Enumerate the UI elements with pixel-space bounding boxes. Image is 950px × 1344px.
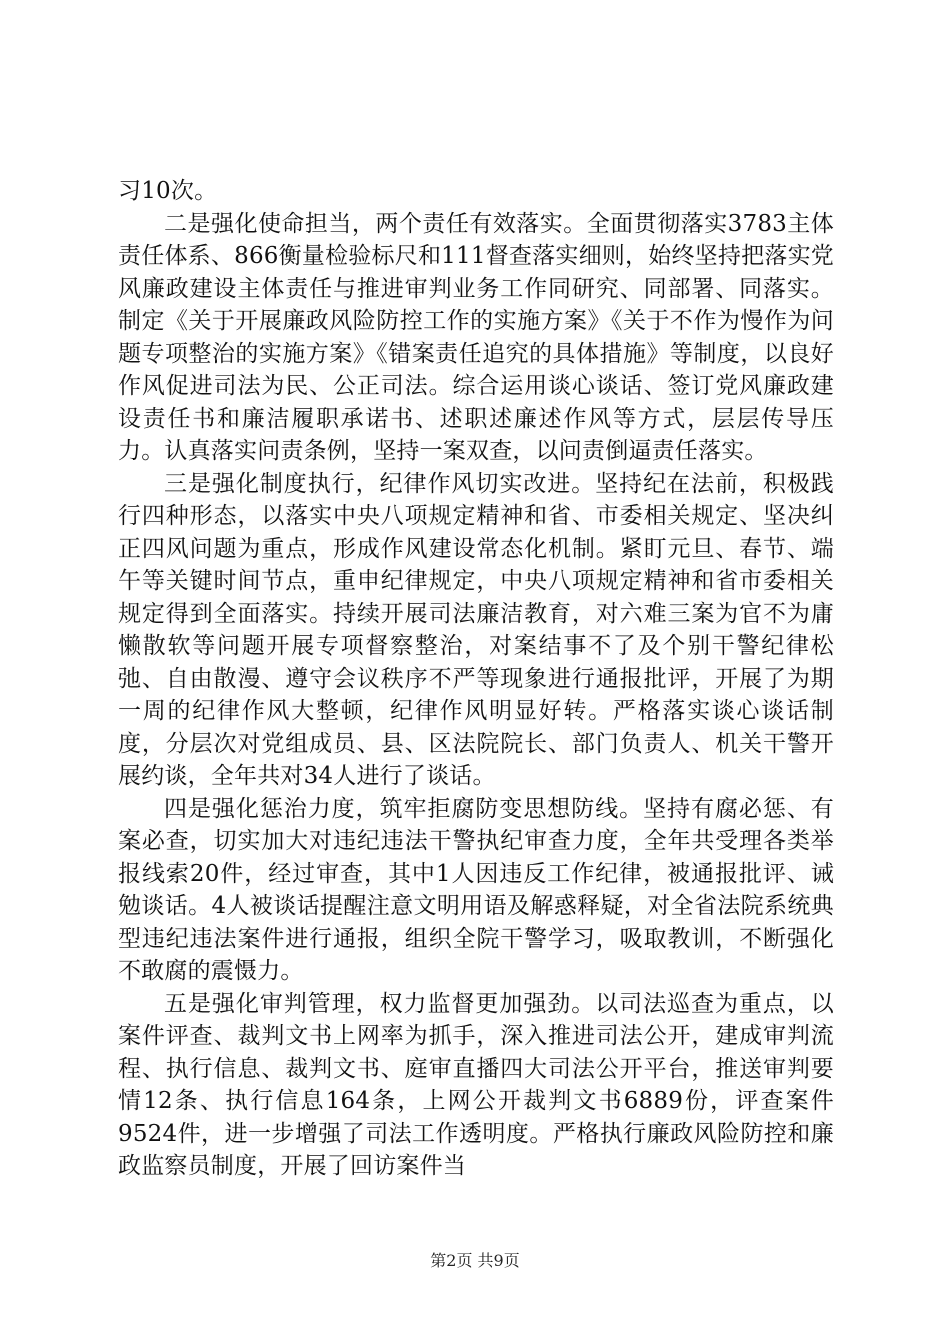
paragraph-responsibility: 二是强化使命担当，两个责任有效落实。全面贯彻落实3783主体责任体系、866衡量检验标尺和111督查落实细则，始终坚持把落实党风廉政建设主体责任与推进审判业务工作同研究、同部署、同落实。制定《关于开展廉政风险防控工作的实施方案》《关于不作为慢作为问题专项整治的实施方案》《错案责任追究的具体措施》等制度，以良好作风促进司法为民、公正司法。综合运用谈心谈话、签订党风廉政建设责任书和廉洁履职承诺书、述职述廉述作风等方式，层层传导压力。认真落实问责条例，坚持一案双查，以问责倒逼责任落实。 xyxy=(118,210,834,464)
paragraph-trial-management: 五是强化审判管理，权力监督更加强劲。以司法巡查为重点，以案件评查、裁判文书上网率为抓手，深入推进司法公开，建成审判流程、执行信息、裁判文书、庭审直播四大司法公开平台，推送审判要情12条、执行信息164条，上网公开裁判文书6889份，评查案件9524件，进一步增强了司法工作透明度。严格执行廉政风险防控和廉政监察员制度，开展了回访案件当 xyxy=(118,990,834,1179)
paragraph-continuation: 习10次。 xyxy=(118,178,218,204)
paragraph-discipline: 三是强化制度执行，纪律作风切实改进。坚持纪在法前，积极践行四种形态，以落实中央八项规定精神和省、市委相关规定、坚决纠正四风问题为重点，形成作风建设常态化机制。紧盯元旦、春节、端午等关键时间节点，重申纪律规定，中央八项规定精神和省市委相关规定得到全面落实。持续开展司法廉洁教育，对六难三案为官不为庸懒散软等问题开展专项督察整治，对案结事不了及个别干警纪律松弛、自由散漫、遵守会议秩序不严等现象进行通报批评，开展了为期一周的纪律作风大整顿，纪律作风明显好转。严格落实谈心谈话制度，分层次对党组成员、县、区法院院长、部门负责人、机关干警开展约谈，全年共对34人进行了谈话。 xyxy=(118,470,834,789)
paragraph-punishment: 四是强化惩治力度，筑牢拒腐防变思想防线。坚持有腐必惩、有案必查，切实加大对违纪违法干警执纪审查力度，全年共受理各类举报线索20件，经过审查，其中1人因违反工作纪律，被通报批评、诫勉谈话。4人被谈话提醒注意文明用语及解惑释疑，对全省法院系统典型违纪违法案件进行通报，组织全院干警学习，吸取教训，不断强化不敢腐的震慑力。 xyxy=(118,795,834,984)
page-footer xyxy=(0,1248,950,1271)
document-body xyxy=(118,175,834,1183)
page-number-label: 第2页 共9页 xyxy=(430,1251,520,1270)
